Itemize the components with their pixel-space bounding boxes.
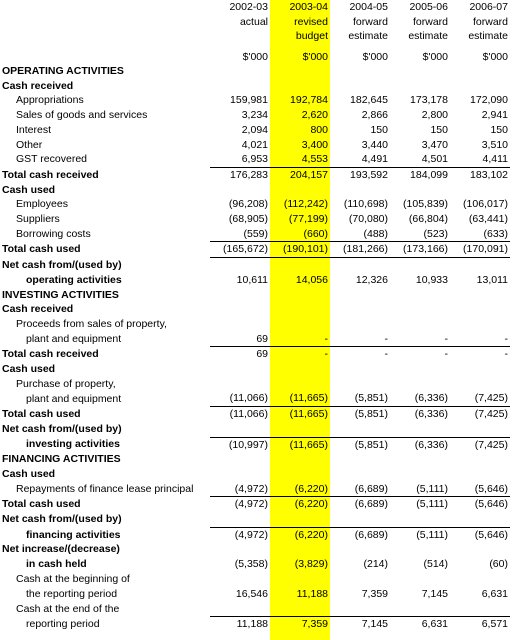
header-units: $'000 — [242, 50, 268, 63]
table-row — [0, 183, 510, 198]
table-cell: (5,111) — [416, 498, 448, 511]
row-label: Interest — [16, 123, 52, 136]
section-heading-row — [0, 288, 510, 303]
table-cell — [270, 467, 330, 482]
header-units: $'000 — [302, 50, 328, 63]
table-cell: (10,997) — [210, 437, 270, 452]
table-cell: (11,665) — [270, 437, 330, 452]
header-units: $'000 — [482, 50, 508, 63]
table-cell — [330, 601, 390, 616]
table-cell: (5,111) — [390, 527, 450, 542]
table-cell: 7,145 — [330, 616, 390, 631]
table-row — [0, 587, 510, 602]
table-cell: (181,266) — [330, 242, 390, 258]
table-row — [0, 258, 510, 273]
table-cell: (7,425) — [450, 437, 510, 452]
table-row — [0, 422, 510, 437]
table-cell — [390, 258, 450, 273]
header-row-years — [0, 0, 510, 15]
header-units: $'000 — [362, 50, 388, 63]
table-cell: (63,441) — [468, 213, 508, 226]
table-cell — [330, 288, 390, 303]
table-cell — [450, 79, 510, 94]
table-cell: 2,866 — [361, 109, 388, 122]
table-cell — [210, 362, 270, 377]
row-label: Cash used — [2, 183, 56, 196]
table-cell — [270, 64, 330, 79]
row-label: Borrowing costs — [16, 227, 91, 240]
table-cell — [390, 302, 450, 317]
table-cell — [210, 422, 270, 437]
total-row — [0, 347, 510, 362]
row-label: FINANCING ACTIVITIES — [2, 453, 121, 466]
table-cell: (5,851) — [354, 408, 388, 421]
table-cell: 7,359 — [361, 587, 388, 600]
table-row — [0, 152, 510, 167]
row-label: GST recovered — [16, 153, 88, 166]
header-subtype: estimate — [468, 30, 508, 42]
table-cell: (5,646) — [450, 482, 510, 497]
table-cell: (96,208) — [228, 198, 268, 211]
table-cell: (170,091) — [450, 242, 510, 258]
table-cell — [210, 512, 270, 527]
table-cell: 69 — [256, 348, 268, 361]
table-cell: (11,066) — [229, 408, 268, 421]
row-label: Proceeds from sales of property, — [16, 317, 167, 330]
row-label: Total cash received — [2, 348, 99, 361]
table-cell — [390, 572, 450, 587]
row-label: Net cash from/(used by) — [2, 258, 122, 271]
table-cell: (4,972) — [210, 527, 270, 542]
row-label: Cash used — [2, 467, 56, 480]
table-cell: (5,851) — [330, 391, 390, 406]
table-row — [0, 572, 510, 587]
table-cell: (6,689) — [354, 498, 388, 511]
table-row — [0, 108, 510, 123]
table-cell — [450, 422, 510, 437]
table-cell: 4,501 — [390, 152, 450, 167]
table-row — [0, 212, 510, 227]
table-cell — [450, 377, 510, 392]
table-cell — [270, 512, 330, 527]
row-label: Total cash used — [2, 243, 81, 256]
table-cell: 192,784 — [290, 94, 328, 107]
table-cell — [390, 79, 450, 94]
table-cell: (5,851) — [330, 437, 390, 452]
table-row — [0, 123, 510, 138]
table-cell — [270, 302, 330, 317]
table-cell: 4,411 — [450, 152, 510, 167]
header-year: 2004-05 — [349, 1, 388, 13]
table-cell: (70,080) — [348, 213, 388, 226]
table-cell: 2,620 — [301, 109, 328, 122]
table-cell: 6,953 — [210, 152, 270, 167]
table-cell: (514) — [423, 558, 448, 571]
row-label: OPERATING ACTIVITIES — [2, 65, 124, 77]
table-cell — [210, 377, 270, 392]
table-row — [0, 377, 510, 392]
total-row — [0, 437, 510, 452]
table-cell — [210, 64, 270, 79]
table-cell — [330, 377, 390, 392]
header-type: forward — [352, 15, 388, 28]
table-cell — [450, 512, 510, 527]
table-cell: (11,066) — [210, 391, 270, 406]
table-cell: (523) — [390, 227, 450, 242]
table-cell — [450, 572, 510, 587]
header-year: 2006-07 — [469, 1, 508, 13]
table-cell — [270, 288, 330, 303]
row-label: reporting period — [26, 617, 100, 630]
row-label: plant and equipment — [26, 392, 122, 405]
table-cell: (5,358) — [234, 558, 268, 571]
table-cell — [450, 452, 510, 467]
table-cell — [390, 317, 450, 332]
table-cell — [270, 601, 330, 616]
table-cell: (5,646) — [450, 527, 510, 542]
table-cell: 2,941 — [481, 109, 508, 122]
table-cell — [390, 512, 450, 527]
table-cell — [210, 452, 270, 467]
table-cell — [210, 288, 270, 303]
table-cell — [270, 317, 330, 332]
row-label: Total cash received — [2, 168, 99, 181]
table-cell: 4,553 — [270, 152, 330, 167]
table-cell: 10,933 — [415, 273, 448, 286]
table-cell: (660) — [270, 227, 330, 242]
table-cell: 12,326 — [355, 273, 388, 286]
table-cell: (77,199) — [288, 213, 328, 226]
table-cell: 11,188 — [210, 616, 270, 631]
table-cell: 3,440 — [361, 138, 388, 151]
header-subtype: estimate — [348, 30, 388, 42]
header-units: $'000 — [422, 50, 448, 63]
table-cell — [450, 302, 510, 317]
table-cell — [210, 467, 270, 482]
table-cell: (4,972) — [234, 498, 268, 511]
table-cell — [330, 467, 390, 482]
table-cell: (6,689) — [330, 527, 390, 542]
row-label: Total cash used — [2, 498, 81, 511]
table-cell — [270, 362, 330, 377]
table-cell — [270, 452, 330, 467]
table-row — [0, 512, 510, 527]
table-cell: 2,800 — [421, 109, 448, 122]
table-cell: (173,166) — [390, 242, 450, 258]
table-cell: (6,220) — [270, 482, 330, 497]
table-cell: (6,336) — [390, 391, 450, 406]
table-cell: 173,178 — [410, 94, 448, 107]
table-cell: 14,056 — [295, 273, 328, 286]
table-cell: (6,336) — [414, 408, 448, 421]
table-cell: (11,665) — [289, 408, 328, 421]
table-cell: (6,336) — [390, 437, 450, 452]
table-cell: 183,102 — [470, 168, 508, 181]
table-cell — [270, 542, 330, 557]
table-cell — [390, 422, 450, 437]
total-row — [0, 167, 510, 182]
table-cell — [270, 183, 330, 198]
table-cell — [330, 64, 390, 79]
section-heading-row — [0, 452, 510, 467]
row-label: operating activities — [26, 273, 122, 286]
table-cell: - — [330, 332, 390, 347]
row-label: Repayments of finance lease principal — [16, 482, 194, 495]
table-cell: 11,188 — [296, 587, 328, 600]
table-cell: - — [504, 348, 508, 361]
header-type: revised — [294, 15, 328, 28]
table-cell: (7,425) — [450, 391, 510, 406]
table-cell: 6,631 — [481, 587, 508, 600]
header-subtype — [210, 29, 270, 44]
table-cell: - — [390, 332, 450, 347]
table-cell — [270, 79, 330, 94]
table-row — [0, 542, 510, 557]
table-cell — [450, 542, 510, 557]
table-cell — [450, 183, 510, 198]
table-cell: (165,672) — [210, 242, 270, 258]
table-cell: 13,011 — [476, 273, 508, 286]
header-type: forward — [412, 15, 448, 28]
table-cell: 2,094 — [241, 123, 268, 136]
table-cell — [210, 183, 270, 198]
table-row — [0, 227, 510, 242]
table-cell: - — [444, 348, 448, 361]
table-cell — [210, 79, 270, 94]
row-label: Suppliers — [16, 213, 60, 226]
table-cell: 4,021 — [241, 138, 268, 151]
row-label: Other — [16, 138, 43, 151]
table-row — [0, 467, 510, 482]
table-cell — [270, 572, 330, 587]
table-cell: (6,220) — [270, 527, 330, 542]
table-cell: (66,804) — [408, 213, 448, 226]
table-cell: 3,400 — [301, 138, 328, 151]
total-row — [0, 557, 510, 572]
header-type: actual — [239, 15, 268, 28]
row-label: financing activities — [26, 528, 121, 541]
table-cell: 172,090 — [470, 94, 508, 107]
total-row — [0, 273, 510, 288]
table-cell: 204,157 — [290, 168, 328, 181]
header-subtype: budget — [295, 30, 328, 42]
table-cell — [210, 572, 270, 587]
table-cell: 3,234 — [241, 109, 268, 122]
row-label: Net increase/(decrease) — [2, 543, 120, 556]
table-cell — [390, 183, 450, 198]
table-cell: 176,283 — [230, 168, 268, 181]
table-cell: 7,145 — [421, 587, 448, 600]
table-cell: (110,698) — [343, 198, 388, 211]
table-row — [0, 482, 510, 497]
table-cell: 159,981 — [230, 94, 268, 107]
header-subtype: estimate — [408, 30, 448, 42]
row-label: Cash received — [2, 79, 74, 92]
row-label: investing activities — [26, 438, 120, 451]
row-label: Cash at the end of the — [16, 602, 120, 615]
table-cell: 6,631 — [390, 616, 450, 631]
total-row — [0, 242, 510, 258]
table-cell — [390, 288, 450, 303]
table-cell: 150 — [430, 123, 448, 136]
table-cell — [210, 601, 270, 616]
table-cell — [270, 258, 330, 273]
header-row-subtype — [0, 29, 510, 44]
table-cell: (5,646) — [474, 498, 508, 511]
row-label: Cash used — [2, 363, 56, 376]
table-cell: 150 — [490, 123, 508, 136]
table-cell: 10,611 — [236, 273, 268, 286]
row-label: Cash at the beginning of — [16, 572, 130, 585]
row-label: the reporting period — [26, 587, 118, 600]
table-cell: (7,425) — [474, 408, 508, 421]
table-cell: - — [450, 332, 510, 347]
header-year: 2005-06 — [409, 1, 448, 13]
section-heading-row — [0, 64, 510, 79]
table-cell: 3,510 — [481, 138, 508, 151]
total-row — [0, 527, 510, 542]
table-cell: 4,491 — [330, 152, 390, 167]
header-year: 2003-04 — [289, 1, 328, 13]
table-cell: (11,665) — [270, 391, 330, 406]
table-cell: 184,099 — [410, 168, 448, 181]
header-year: 2002-03 — [229, 1, 268, 13]
table-cell — [330, 302, 390, 317]
row-label: Employees — [16, 198, 68, 211]
table-row — [0, 362, 510, 377]
total-row — [0, 407, 510, 422]
table-cell — [390, 601, 450, 616]
table-cell — [270, 422, 330, 437]
row-label: Sales of goods and services — [16, 109, 148, 122]
table-cell: 193,592 — [350, 168, 388, 181]
table-row — [0, 317, 510, 332]
table-cell — [330, 362, 390, 377]
table-row — [0, 93, 510, 108]
row-label: INVESTING ACTIVITIES — [2, 288, 119, 301]
table-cell: 182,645 — [350, 94, 388, 107]
table-cell: - — [270, 332, 330, 347]
table-row — [0, 616, 510, 631]
row-label: Total cash used — [2, 407, 81, 420]
table-cell — [330, 183, 390, 198]
table-cell — [450, 601, 510, 616]
table-cell — [450, 362, 510, 377]
row-label: plant and equipment — [26, 332, 122, 345]
table-cell: (60) — [489, 558, 508, 571]
table-cell — [390, 362, 450, 377]
table-cell — [210, 542, 270, 557]
table-cell: (3,829) — [294, 558, 328, 571]
table-cell: (6,689) — [330, 482, 390, 497]
table-cell — [450, 64, 510, 79]
table-cell: (190,101) — [270, 242, 330, 258]
table-cell: 3,470 — [421, 138, 448, 151]
table-cell — [450, 317, 510, 332]
table-cell: (68,905) — [228, 213, 268, 226]
table-cell: (6,220) — [294, 498, 328, 511]
row-label: in cash held — [26, 558, 87, 571]
table-cell — [210, 302, 270, 317]
table-cell — [450, 258, 510, 273]
table-cell: (488) — [330, 227, 390, 242]
table-cell: 7,359 — [270, 616, 330, 631]
header-row-type — [0, 15, 510, 30]
table-cell: (214) — [363, 558, 388, 571]
table-cell — [390, 452, 450, 467]
table-cell — [270, 377, 330, 392]
table-cell — [330, 452, 390, 467]
table-cell — [450, 288, 510, 303]
table-cell — [330, 422, 390, 437]
table-cell — [330, 512, 390, 527]
table-cell — [390, 64, 450, 79]
table-cell: 69 — [210, 332, 270, 347]
table-row — [0, 138, 510, 153]
total-row — [0, 497, 510, 512]
table-row — [0, 601, 510, 616]
table-cell: (4,972) — [210, 482, 270, 497]
table-row — [0, 391, 510, 406]
table-cell — [330, 79, 390, 94]
table-cell: (105,839) — [403, 198, 448, 211]
table-row — [0, 197, 510, 212]
row-label: Appropriations — [16, 94, 84, 107]
table-cell: (559) — [210, 227, 270, 242]
table-row — [0, 79, 510, 94]
table-cell — [390, 467, 450, 482]
table-cell: (633) — [450, 227, 510, 242]
table-cell: (112,242) — [283, 198, 328, 211]
table-cell — [330, 258, 390, 273]
row-label: Cash received — [2, 303, 74, 316]
table-cell — [450, 467, 510, 482]
table-cell: 16,546 — [235, 587, 268, 600]
table-cell: - — [384, 348, 388, 361]
table-cell — [330, 542, 390, 557]
table-cell: (106,017) — [463, 198, 508, 211]
header-row-units — [0, 50, 510, 65]
table-cell — [210, 258, 270, 273]
table-cell — [330, 317, 390, 332]
table-row — [0, 302, 510, 317]
table-cell: - — [324, 348, 328, 361]
table-cell — [210, 317, 270, 332]
table-cell: 6,571 — [450, 616, 510, 631]
header-type: forward — [472, 15, 508, 28]
row-label: Purchase of property, — [16, 377, 116, 390]
row-label: Net cash from/(used by) — [2, 423, 122, 436]
table-cell — [390, 542, 450, 557]
row-label: Net cash from/(used by) — [2, 513, 122, 526]
table-cell — [330, 572, 390, 587]
table-cell: 150 — [370, 123, 388, 136]
table-row — [0, 332, 510, 347]
table-cell: 800 — [310, 123, 328, 136]
table-cell — [390, 377, 450, 392]
table-cell: (5,111) — [390, 482, 450, 497]
